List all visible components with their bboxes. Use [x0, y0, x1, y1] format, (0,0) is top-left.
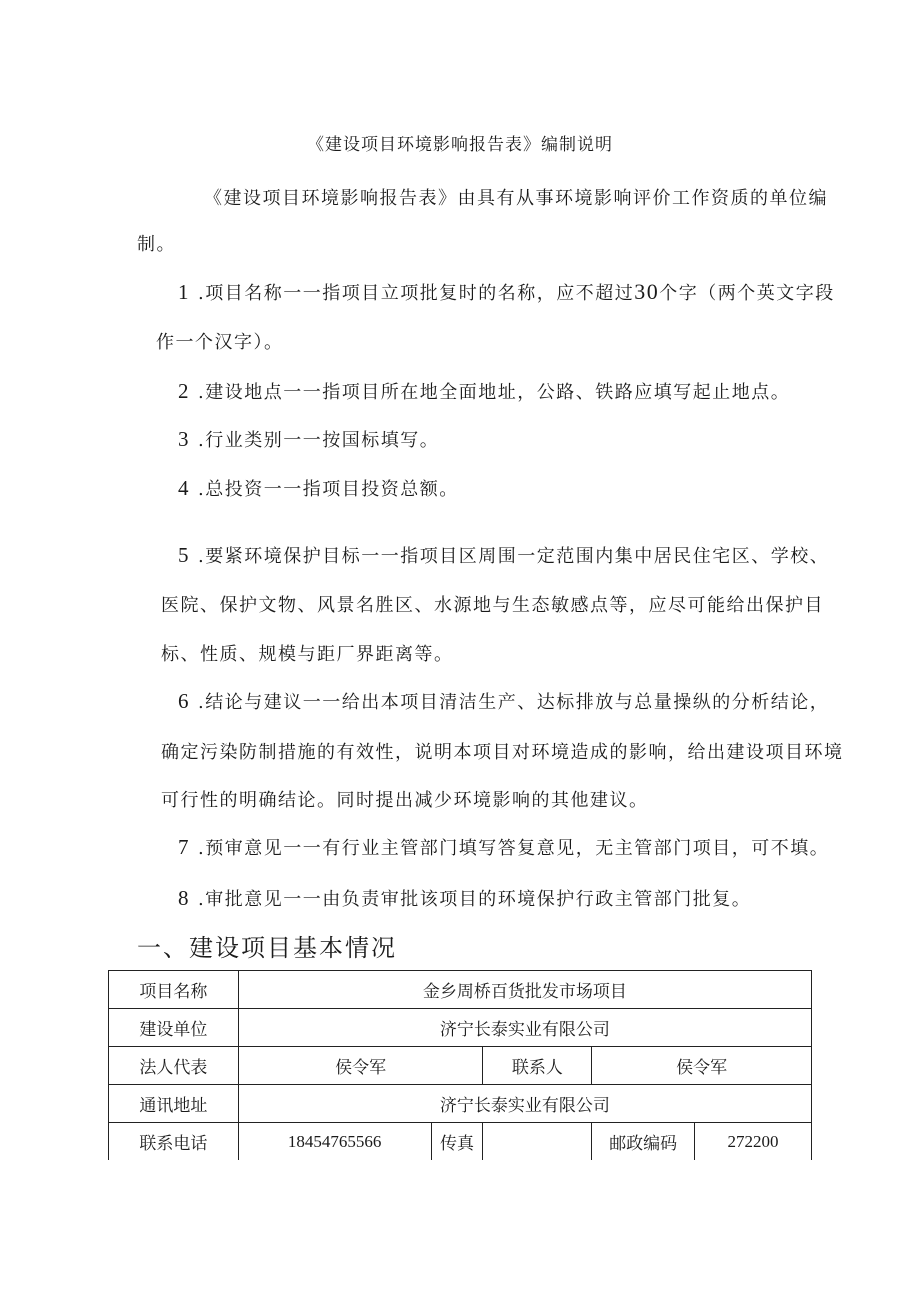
item-1-line-2: 作一个汉字）。: [156, 332, 284, 353]
item-5-line-2: 医院、保护文物、风景名胜区、水源地与生态敏感点等，应尽可能给出保护目: [161, 595, 824, 616]
project-name-value: 金乡周桥百货批发市场项目: [238, 971, 811, 1009]
item-6-line-2: 确定污染防制措施的有效性，说明本项目对环境造成的影响，给出建设项目环境: [161, 742, 844, 763]
item-8: [178, 885, 751, 911]
legal-value: 侯令军: [238, 1047, 483, 1085]
intro-line-1: 《建设项目环境影响报告表》由具有从事环境影响评价工作资质的单位编: [204, 188, 828, 209]
intro-line-2: 制。: [137, 234, 176, 255]
item-6-number: 6: [178, 689, 190, 713]
unit-value: 济宁长泰实业有限公司: [238, 1009, 811, 1047]
item-4-text: .总投资一一指项目投资总额。: [198, 479, 459, 500]
fax-value: [483, 1123, 592, 1161]
item-5-text: .要紧环境保护目标一一指项目区周围一定范围内集中居民住宅区、学校、: [198, 546, 830, 567]
item-1-line-1: [178, 279, 835, 305]
item-4-number: 4: [178, 476, 190, 500]
postcode-value: 272200: [695, 1123, 812, 1161]
doc-title: 《建设项目环境影响报告表》编制说明: [307, 135, 613, 155]
item-3-number: 3: [178, 427, 190, 451]
item-1-limit: 30: [634, 279, 660, 304]
address-value: 济宁长泰实业有限公司: [238, 1085, 811, 1123]
phone-value: 18454765566: [238, 1123, 431, 1161]
table-row: [109, 1085, 812, 1123]
item-3-text: .行业类别一一按国标填写。: [198, 430, 440, 451]
item-6-line-1: [178, 688, 829, 714]
postcode-label: 邮政编码: [592, 1123, 695, 1161]
item-2-text: .建设地点一一指项目所在地全面地址，公路、铁路应填写起止地点。: [198, 382, 791, 403]
table-row: [109, 971, 812, 1009]
table-row: [109, 1047, 812, 1085]
contact-value: 侯令军: [592, 1047, 812, 1085]
table-row: [109, 1123, 812, 1161]
item-6-line-3: 可行性的明确结论。同时提出减少环境影响的其他建议。: [161, 790, 649, 811]
item-1-number: 1: [178, 280, 190, 304]
item-1-text-b: 个字（两个英文字段: [659, 283, 835, 304]
phone-label: 联系电话: [109, 1123, 239, 1161]
item-8-text: .审批意见一一由负责审批该项目的环境保护行政主管部门批复。: [198, 889, 752, 910]
table-row: [109, 1009, 812, 1047]
legal-label: 法人代表: [109, 1047, 239, 1085]
item-2: [178, 378, 790, 404]
address-label: 通讯地址: [109, 1085, 239, 1123]
item-2-number: 2: [178, 379, 190, 403]
item-5-line-3: 标、性质、规模与距厂界距离等。: [161, 644, 454, 665]
project-info-table: [108, 970, 812, 1160]
section-title: 一、建设项目基本情况: [137, 934, 397, 962]
item-7-number: 7: [178, 835, 190, 859]
unit-label: 建设单位: [109, 1009, 239, 1047]
item-3: [178, 426, 439, 452]
item-5-line-1: [178, 542, 829, 568]
item-7: [178, 834, 829, 860]
item-1-text-a: .项目名称一一指项目立项批复时的名称，应不超过: [198, 283, 635, 304]
contact-label: 联系人: [483, 1047, 592, 1085]
item-4: [178, 475, 459, 501]
item-8-number: 8: [178, 886, 190, 910]
item-7-text: .预审意见一一有行业主管部门填写答复意见，无主管部门项目，可不填。: [198, 838, 830, 859]
item-5-number: 5: [178, 543, 190, 567]
item-6-text: .结论与建议一一给出本项目清洁生产、达标排放与总量操纵的分析结论，: [198, 692, 830, 713]
project-name-label: 项目名称: [109, 971, 239, 1009]
fax-label: 传真: [431, 1123, 483, 1161]
